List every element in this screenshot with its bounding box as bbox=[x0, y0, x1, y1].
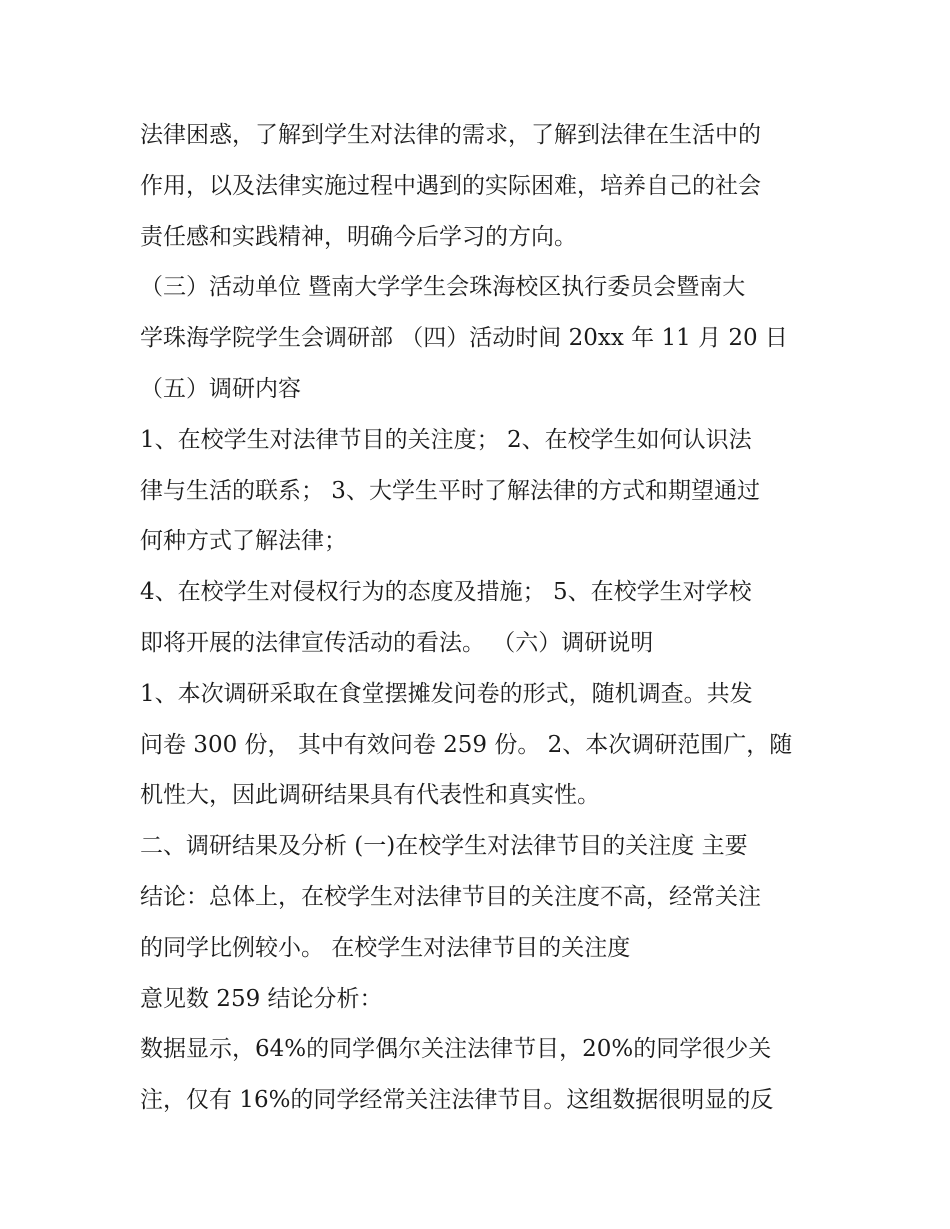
text-line: 即将开展的法律宣传活动的看法。 （六）调研说明 bbox=[140, 629, 654, 656]
text-line: 结论：总体上，在校学生对法律节目的关注度不高，经常关注 bbox=[140, 883, 761, 910]
text-line: 学珠海学院学生会调研部 （四）活动时间 20xx 年 11 月 20 日 bbox=[140, 325, 788, 352]
text-line: 何种方式了解法律； bbox=[140, 528, 347, 555]
text-line: 二、调研结果及分析 (一)在校学生对法律节目的关注度 主要 bbox=[140, 833, 748, 860]
text-line: 1、本次调研采取在食堂摆摊发问卷的形式，随机调查。共发 bbox=[140, 680, 753, 707]
text-line: 法律困惑，了解到学生对法律的需求，了解到法律在生活中的 bbox=[140, 122, 761, 148]
text-line: 作用，以及法律实施过程中遇到的实际困难，培养自己的社会 bbox=[140, 172, 761, 199]
text-line: （三）活动单位 暨南大学学生会珠海校区执行委员会暨南大 bbox=[140, 274, 746, 301]
text-line: 数据显示，64%的同学偶尔关注法律节目，20%的同学很少关 bbox=[140, 1036, 772, 1063]
text-line: （五）调研内容 bbox=[140, 375, 301, 402]
text-line: 责任感和实践精神，明确今后学习的方向。 bbox=[140, 223, 577, 250]
text-line: 机性大，因此调研结果具有代表性和真实性。 bbox=[140, 782, 600, 809]
text-line: 律与生活的联系； 3、大学生平时了解法律的方式和期望通过 bbox=[140, 477, 760, 504]
text-line: 1、在校学生对法律节目的关注度； 2、在校学生如何认识法 bbox=[140, 426, 752, 453]
text-line: 意见数 259 结论分析： bbox=[140, 985, 383, 1012]
text-line: 注，仅有 16%的同学经常关注法律节目。这组数据很明显的反 bbox=[140, 1087, 774, 1114]
text-line: 的同学比例较小。 在校学生对法律节目的关注度 bbox=[140, 934, 631, 961]
document-body bbox=[140, 110, 820, 1126]
text-line: 4、在校学生对侵权行为的态度及措施； 5、在校学生对学校 bbox=[140, 579, 752, 606]
text-line: 问卷 300 份， 其中有效问卷 259 份。 2、本次调研范围广，随 bbox=[140, 731, 793, 758]
